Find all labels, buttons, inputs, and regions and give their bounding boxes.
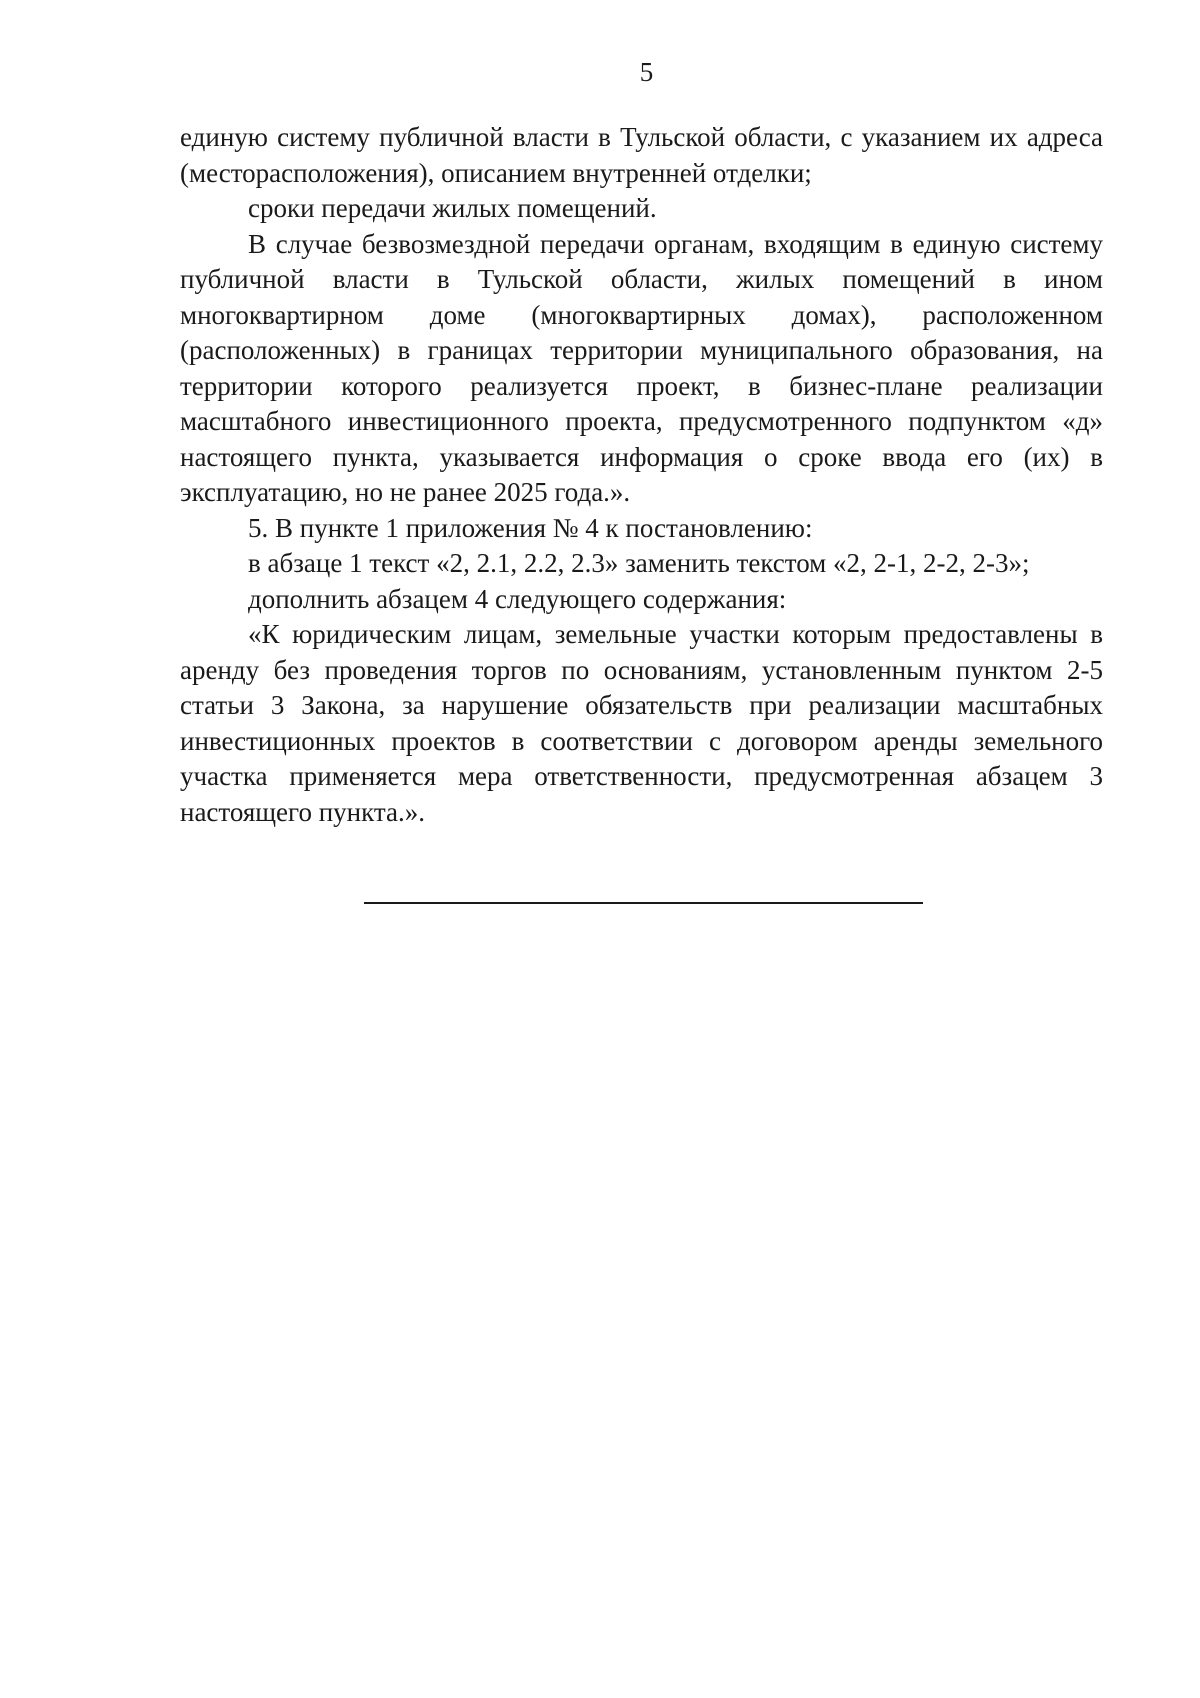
paragraph-replace-text: в абзаце 1 текст «2, 2.1, 2.2, 2.3» заменить текстом «2, 2-1, 2-2, 2-3»; <box>248 548 1030 578</box>
paragraph-item-5: 5. В пункте 1 приложения № 4 к постановлению: <box>248 512 813 543</box>
paragraph-continuation: единую систему публичной власти в Тульской области, с указанием их адреса (месторасположения), описанием внутренней отделки; <box>180 122 1103 188</box>
end-of-document-line <box>364 902 923 904</box>
page-number: 5 <box>639 57 654 87</box>
paragraph-add-abzac: дополнить абзацем 4 следующего содержания: <box>248 583 787 614</box>
paragraph-quoted-addition: «К юридическим лицам, земельные участки которым предоставлены в аренду без проведения торгов по основаниям, установленным пунктом 2-5 статьи 3 Закона, за нарушение обязательств при реализации масштабных инвестиционных проектов в соответствии с договором аренды земельного участка применяется мера ответственности, предусмотренная абзацем 3 настоящего пункта.». <box>180 619 1103 827</box>
paragraph-transfer-terms: сроки передачи жилых помещений. <box>248 193 657 223</box>
paragraph-free-transfer: В случае безвозмездной передачи органам, входящим в единую систему публичной власти в Тульской области, жилых помещений в ином многоквартирном доме (многоквартирных домах), расположенном (расположенных) в границах территории муниципального образования, на территории которого реализуется проект, в бизнес-плане реализации масштабного инвестиционного проекта, предусмотренного подпунктом «д» настоящего пункта, указывается информация о сроке ввода его (их) в эксплуатацию, но не ранее 2025 года.». <box>180 228 1103 507</box>
document-body <box>180 120 1103 830</box>
